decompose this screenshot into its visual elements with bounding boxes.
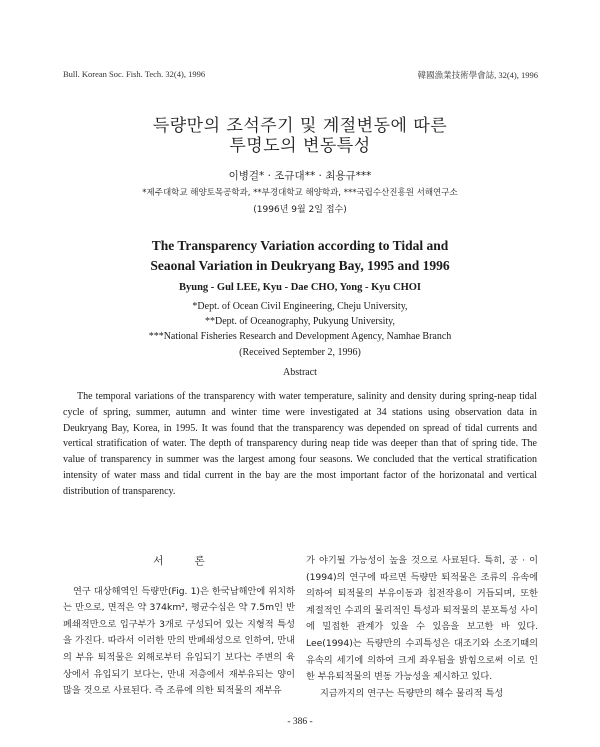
affiliation-cheju: *Dept. of Ocean Civil Engineering, Cheju University, (192, 301, 408, 312)
body-column-right (306, 553, 538, 702)
english-received-date: (Received September 2, 1996) (239, 346, 361, 358)
journal-header-right: 韓國漁業技術學會誌, 32(4), 1996 (417, 70, 538, 80)
korean-received-date: (1996년 9월 2일 접수) (253, 205, 347, 215)
body-column-left (63, 553, 295, 700)
intro-paragraph-3: 지금까지의 연구는 득량만의 해수 물리적 특성 (320, 687, 504, 699)
abstract-heading: Abstract (283, 367, 317, 378)
affiliation-pukyung: **Dept. of Oceanography, Pukyung University, (204, 316, 396, 328)
english-title-line-2: Seaonal Variation in Deukryang Bay, 1995 and 1996 (150, 258, 450, 273)
abstract-text: The temporal variations of the transparency with water temperature, salinity and density during spring-neap tidal cycle of spring, summer, autumn and winter time were investigated at 34 stations using observation data in Deukryang Bay, Korea, in 1995. It was found that the transparency was depended on spread of tidal currents and vertical stratification of water. The depth of transparency during neap tide was deeper than that of spring tide. The value of transparency in summer was the largest among four seasons. We concluded that the vertical stratification intensity of water mass and tidal current in the bay are the most important factor of the horizonatal and vertical distribution of transparency. (63, 391, 537, 497)
english-title-line-1: The Transparency Variation according to Tidal and (151, 238, 449, 253)
korean-title (0, 116, 600, 156)
english-affiliations (0, 299, 600, 360)
section-title-introduction: 서 론 (153, 555, 219, 567)
intro-paragraph-2: 가 야기될 가능성이 높을 것으로 사료된다. 특히, 공 · 이(1994)의 연구에 따르면 득량만 퇴적물은 조류의 유속에 의하여 퇴적물의 부유이동과 침전작용이 거듭되며, 또한 계절적인 수괴의 물리적인 특성과 퇴적물의 분포특성 사이에 밀접한 관계가 있을 수 있음을 보고한 바 있다. Lee(1994)는 득량만의 수괴특성은 대조기와 소조기때의 유속의 세기에 의하여 크게 좌우됨을 밝힘으로써 이로 인한 부유퇴적물의 변동 가능성을 제시하고 있다. (306, 555, 538, 683)
page-number: - 386 - (287, 717, 313, 727)
korean-title-line-1: 득량만의 조석주기 및 계절변동에 따른 (152, 116, 448, 136)
korean-authors: 이병걸* · 조규대** · 최용규*** (228, 170, 372, 182)
english-title (0, 236, 600, 276)
affiliation-nfrda: ***National Fisheries Research and Development Agency, Namhae Branch (148, 331, 452, 343)
korean-title-line-2: 투명도의 변동특성 (229, 136, 371, 156)
intro-paragraph-1: 연구 대상해역인 득량만(Fig. 1)은 한국남해안에 위치하는 만으로, 면적은 약 374km², 평균수심은 약 7.5m인 반폐쇄적만으로 입구부가 3개로 구성되어 있는 지형적 특성을 가진다. 따라서 이러한 만의 반폐쇄성으로 인하여, 만내의 부유 퇴적물은 외해로부터 유입되기 보다는 주변의 육상에서 유입되기 보다는, 만내 저층에서 재부유되는 양이 많을 것으로 사료된다. 즉 조류에 의한 퇴적물의 재부유 (63, 585, 295, 697)
korean-affiliations: *제주대학교 해양토목공학과, **부경대학교 해양학과, ***국립수산진흥원 서해연구소 (142, 188, 458, 198)
english-authors: Byung - Gul LEE, Kyu - Dae CHO, Yong - Kyu CHOI (178, 282, 422, 293)
journal-header-left: Bull. Korean Soc. Fish. Tech. 32(4), 1996 (63, 69, 206, 79)
